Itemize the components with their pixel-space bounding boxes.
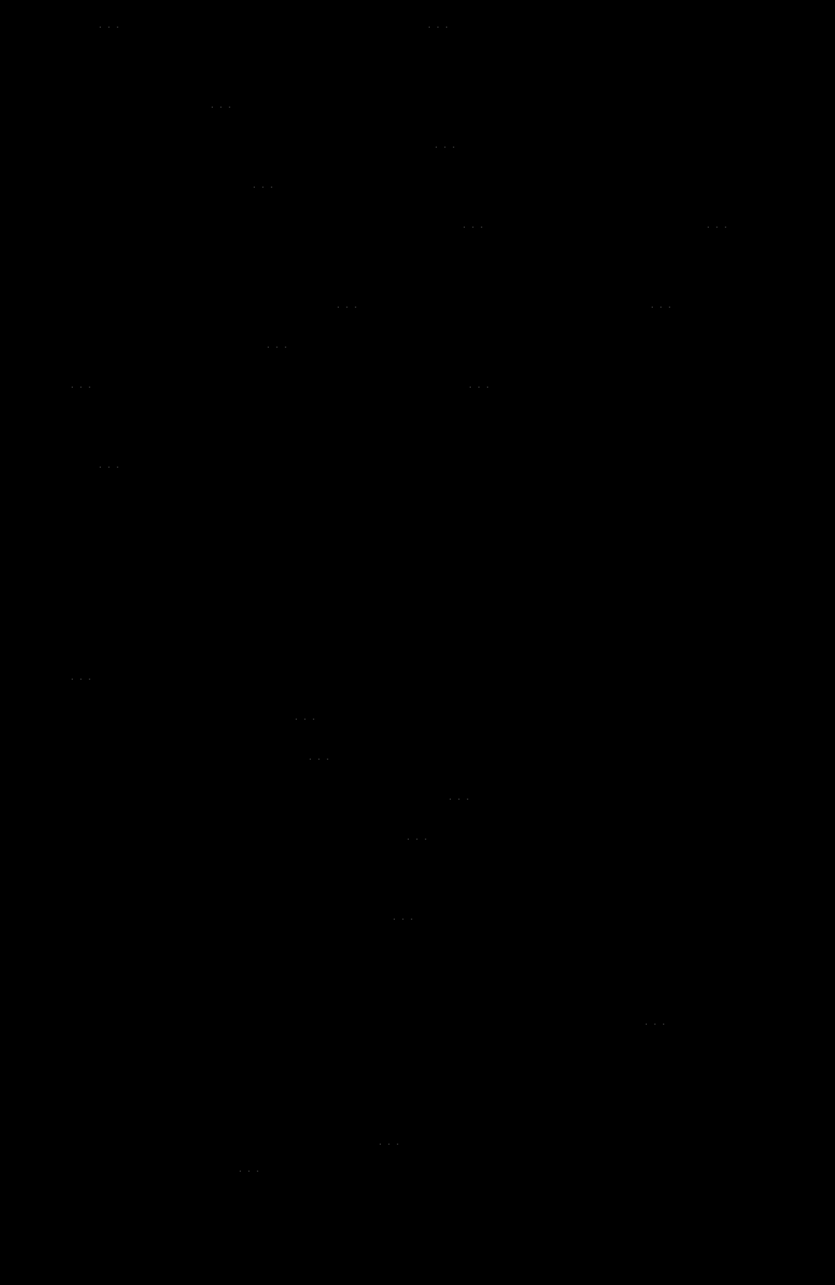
- ellipsis-mark: ...: [97, 18, 123, 31]
- ellipsis-mark: ...: [335, 298, 361, 311]
- ellipsis-mark: ...: [433, 138, 459, 151]
- ellipsis-mark: ...: [467, 378, 493, 391]
- ellipsis-mark: ...: [251, 178, 277, 191]
- ellipsis-mark: ...: [69, 378, 95, 391]
- ellipsis-mark: ...: [649, 298, 675, 311]
- ellipsis-mark: ...: [69, 670, 95, 683]
- ellipsis-mark: ...: [405, 830, 431, 843]
- ellipsis-mark: ...: [293, 710, 319, 723]
- ellipsis-mark: ...: [391, 910, 417, 923]
- ellipsis-mark: ...: [377, 1135, 403, 1148]
- ellipsis-mark: ...: [461, 218, 487, 231]
- ellipsis-mark: ...: [307, 750, 333, 763]
- ellipsis-mark: ...: [705, 218, 731, 231]
- ellipsis-mark: ...: [97, 458, 123, 471]
- ellipsis-mark: ...: [643, 1015, 669, 1028]
- ellipsis-mark: ...: [265, 338, 291, 351]
- ellipsis-mark: ...: [209, 98, 235, 111]
- ellipsis-mark: ...: [447, 790, 473, 803]
- ellipsis-mark: ...: [237, 1162, 263, 1175]
- ellipsis-mark: ...: [426, 18, 452, 31]
